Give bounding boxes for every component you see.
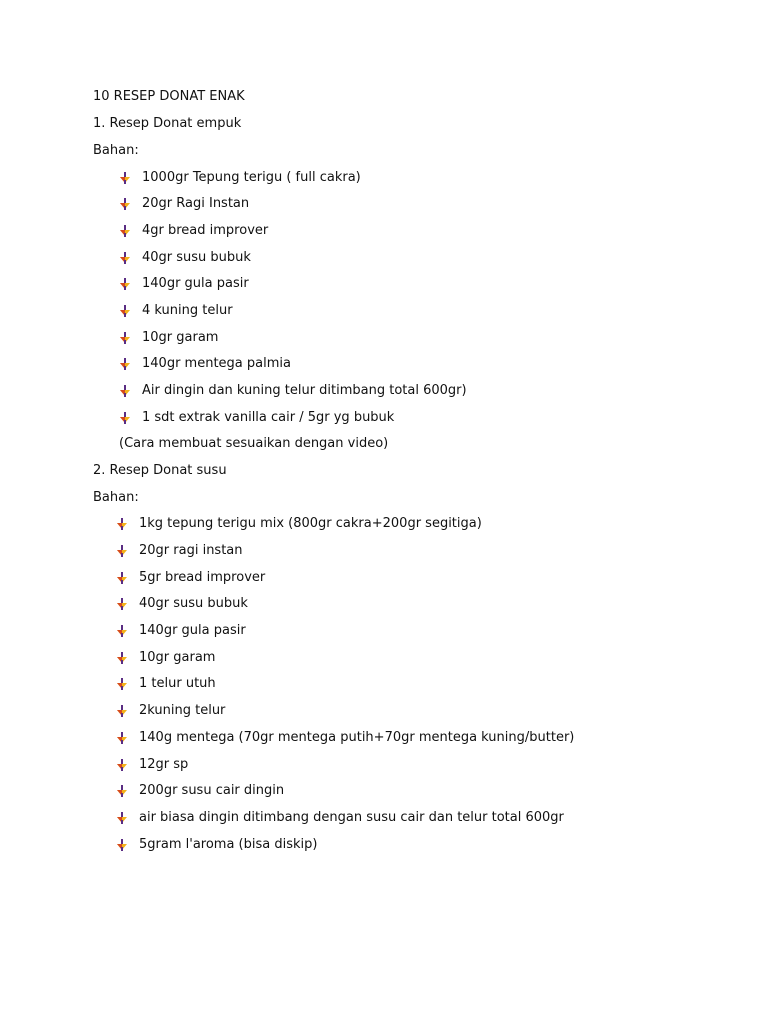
recipe-note: (Cara membuat sesuaikan dengan video) (119, 436, 389, 451)
ingredient-item (116, 650, 215, 666)
ingredients-label: Bahan: (93, 490, 139, 505)
arrow-down-bullet-icon (116, 812, 128, 824)
ingredient-item (116, 596, 248, 612)
arrow-down-bullet-icon (116, 545, 128, 557)
ingredient-item (116, 837, 317, 853)
arrow-down-bullet-icon (119, 172, 131, 184)
ingredient-text: 5gr bread improver (139, 570, 266, 585)
recipe-heading: 2. Resep Donat susu (93, 463, 227, 478)
document-title: 10 RESEP DONAT ENAK (93, 89, 245, 104)
ingredient-text: 40gr susu bubuk (139, 596, 248, 611)
ingredient-item (116, 570, 265, 586)
arrow-down-bullet-icon (116, 518, 128, 530)
arrow-down-bullet-icon (119, 332, 131, 344)
ingredient-text: 20gr Ragi Instan (142, 196, 250, 211)
ingredient-item (116, 810, 564, 826)
ingredient-text: 4gr bread improver (142, 223, 269, 238)
arrow-down-bullet-icon (116, 785, 128, 797)
ingredient-item (116, 516, 482, 532)
ingredient-text: 12gr sp (139, 757, 189, 772)
arrow-down-bullet-icon (119, 412, 131, 424)
arrow-down-bullet-icon (119, 278, 131, 290)
ingredient-text: 10gr garam (139, 650, 216, 665)
arrow-down-bullet-icon (119, 198, 131, 210)
ingredient-item (119, 330, 218, 346)
ingredient-item (119, 223, 268, 239)
ingredient-item (119, 410, 394, 426)
ingredient-text: 140g mentega (70gr mentega putih+70gr mentega kuning/butter) (139, 730, 575, 745)
ingredient-text: 1 telur utuh (139, 676, 216, 691)
ingredient-text: Air dingin dan kuning telur ditimbang total 600gr) (142, 383, 467, 398)
arrow-down-bullet-icon (119, 358, 131, 370)
ingredient-text: 10gr garam (142, 330, 219, 345)
arrow-down-bullet-icon (116, 652, 128, 664)
arrow-down-bullet-icon (119, 305, 131, 317)
arrow-down-bullet-icon (119, 252, 131, 264)
arrow-down-bullet-icon (116, 598, 128, 610)
ingredient-text: 4 kuning telur (142, 303, 233, 318)
ingredient-text: 140gr mentega palmia (142, 356, 291, 371)
ingredient-text: 140gr gula pasir (139, 623, 246, 638)
ingredient-text: 1 sdt extrak vanilla cair / 5gr yg bubuk (142, 410, 395, 425)
ingredient-text: 1kg tepung terigu mix (800gr cakra+200gr segitiga) (139, 516, 482, 531)
recipe-heading: 1. Resep Donat empuk (93, 116, 242, 131)
arrow-down-bullet-icon (116, 839, 128, 851)
arrow-down-bullet-icon (119, 225, 131, 237)
ingredient-text: 1000gr Tepung terigu ( full cakra) (142, 170, 361, 185)
ingredient-item (116, 543, 243, 559)
arrow-down-bullet-icon (116, 732, 128, 744)
arrow-down-bullet-icon (119, 385, 131, 397)
ingredient-text: air biasa dingin ditimbang dengan susu cair dan telur total 600gr (139, 810, 564, 825)
ingredient-text: 40gr susu bubuk (142, 250, 251, 265)
arrow-down-bullet-icon (116, 625, 128, 637)
ingredient-item (119, 170, 361, 186)
ingredient-text: 5gram l'aroma (bisa diskip) (139, 837, 318, 852)
ingredient-text: 20gr ragi instan (139, 543, 243, 558)
ingredient-text: 140gr gula pasir (142, 276, 249, 291)
ingredient-item (119, 276, 249, 292)
arrow-down-bullet-icon (116, 678, 128, 690)
ingredient-item (119, 303, 233, 319)
arrow-down-bullet-icon (116, 572, 128, 584)
ingredient-text: 200gr susu cair dingin (139, 783, 285, 798)
ingredient-item (116, 703, 225, 719)
arrow-down-bullet-icon (116, 705, 128, 717)
ingredient-item (116, 623, 246, 639)
ingredient-item (119, 196, 249, 212)
ingredient-item (116, 730, 574, 746)
ingredient-item (119, 356, 291, 372)
ingredient-item (116, 676, 216, 692)
ingredient-item (119, 250, 251, 266)
ingredient-item (119, 383, 467, 399)
arrow-down-bullet-icon (116, 759, 128, 771)
ingredients-label: Bahan: (93, 143, 139, 158)
ingredient-text: 2kuning telur (139, 703, 226, 718)
ingredient-item (116, 757, 188, 773)
ingredient-item (116, 783, 284, 799)
